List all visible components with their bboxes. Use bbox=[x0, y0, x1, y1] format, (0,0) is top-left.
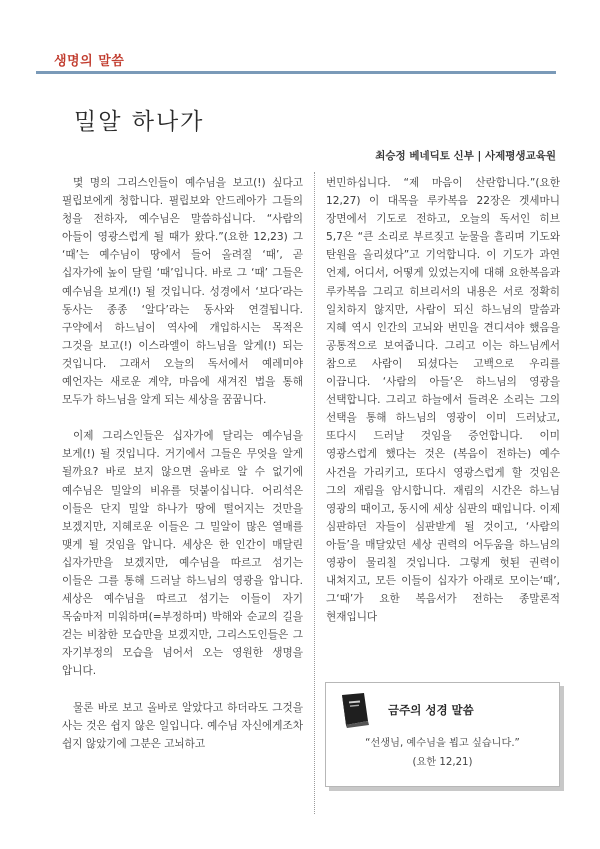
right-column bbox=[326, 174, 560, 626]
weekly-verse-title: 금주의 성경 말씀 bbox=[388, 703, 474, 717]
section-divider-line bbox=[36, 71, 556, 74]
byline: 최승정 베네딕토 신부 | 사제평생교육원 bbox=[375, 150, 556, 162]
weekly-verse-reference: (요한 12,21) bbox=[412, 757, 473, 768]
section-label: 생명의 말씀 bbox=[54, 54, 125, 69]
weekly-verse-quote: “선생님, 예수님을 뵙고 싶습니다.” bbox=[365, 738, 520, 749]
article-title: 밀알 하나가 bbox=[74, 109, 205, 135]
weekly-verse-box bbox=[325, 682, 560, 787]
paragraph: 몇 명의 그리스인들이 예수님을 보고(!) 싶다고 필립보에게 청합니다. 필립보와 안드레아가 그들의 청을 전하자, 예수님은 말씀하십니다. “사람의 아들이 영광스럽게 될 때가 왔다.”(요한 12,23) 그 ‘때’는 예수님이 땅에서 들어 올려질 ‘때’, 곧 십자가에 높이 달릴 ‘때’입니다. 바로 그 ‘때’ 그들은 예수님을 보게(!) 될 것입니다. 성경에서 ‘보다’라는 동사는 종종 ‘알다’라는 동사와 연결됩니다. 구약에서 하느님이 역사에 개입하시는 목적은 그것을 보고(!) 이스라엘이 하느님을 알게(!) 되는 것입니다. 그래서 오늘의 독서에서 예레미야 예언자는 새로운 계약, 마음에 새겨진 법을 통해 모두가 하느님을 알게 되는 세상을 꿈꿉니다. bbox=[62, 177, 303, 407]
column-divider bbox=[314, 172, 315, 814]
left-column bbox=[62, 174, 303, 753]
paragraph: 이제 그리스인들은 십자가에 달리는 예수님을 보게(!) 될 것입니다. 거기에서 그들은 무엇을 알게 될까요? 바로 보지 않으면 올바로 알 수 없기에 예수님은 밀알의 비유를 덧붙이십니다. 어리석은 이들은 단지 밀알 하나가 땅에 떨어지는 것만을 보겠지만, 지혜로운 이들은 그 밀알이 많은 열매를 맺게 될 것임을 압니다. 세상은 한 인간이 매달린 십자가만을 보겠지만, 예수님을 따르고 섬기는 이들은 그를 통해 드러날 하느님의 영광을 압니다. 세상은 예수님을 따르고 섬기는 이들이 자기 목숨마저 미워하며(=부정하며) 박해와 순교의 길을 걷는 비참한 모습만을 보겠지만, 그리스도인들은 그 자기부정의 모습을 넘어서 오는 영원한 생명을 압니다. bbox=[62, 430, 303, 678]
paragraph: 번민하십니다. “제 마음이 산란합니다.”(요한 12,27) 이 대목을 루카복음 22장은 겟세마니 장면에서 기도로 전하고, 오늘의 독서인 히브 5,7은 “큰 소리로 부르짖고 눈물을 흘리며 기도와 탄원을 올리셨다”고 기억합니다. 이 기도가 과연 언제, 어디서, 어떻게 있었는지에 대해 요한복음과 루카복음 그리고 히브리서의 내용은 서로 정확히 일치하지 않지만, 사람이 되신 하느님의 말씀과 지혜 역시 인간의 고뇌와 번민을 견디셔야 했음을 공통적으로 보여줍니다. 그리고 이는 하느님께서 참으로 사람이 되셨다는 고백으로 우리를 이끕니다. ‘사람의 아들’은 하느님의 영광을 선택합니다. 그리고 하늘에서 들려온 소리는 그의 선택을 통해 하느님의 영광이 이미 드러났고, 또다시 드러날 것임을 증언합니다. 이미 영광스럽게 했다는 것은 (복음이 전하는) 예수 사건을 가리키고, 또다시 영광스럽게 할 것임은 그의 재림을 암시합니다. 재림의 시간은 하느님 영광의 때이고, 동시에 세상 심판의 때입니다. 이제 심판하던 자들이 심판받게 될 것이고, ‘사람의 아들’을 매달았던 세상 권력의 어두움을 하느님의 영광이 물리칠 것입니다. 그렇게 헛된 권력이 내쳐지고, 모든 이들이 십자가 아래로 모이는‘때’, 그‘때’가 요한 복음서가 전하는 종말론적 현재입니다 bbox=[326, 177, 560, 624]
bible-icon bbox=[338, 691, 372, 729]
paragraph: 물론 바로 보고 올바로 알았다고 하더라도 그것을 사는 것은 쉽지 않은 일입니다. 예수님 자신에게조차 쉽지 않았기에 그분은 고뇌하고 bbox=[62, 701, 303, 750]
